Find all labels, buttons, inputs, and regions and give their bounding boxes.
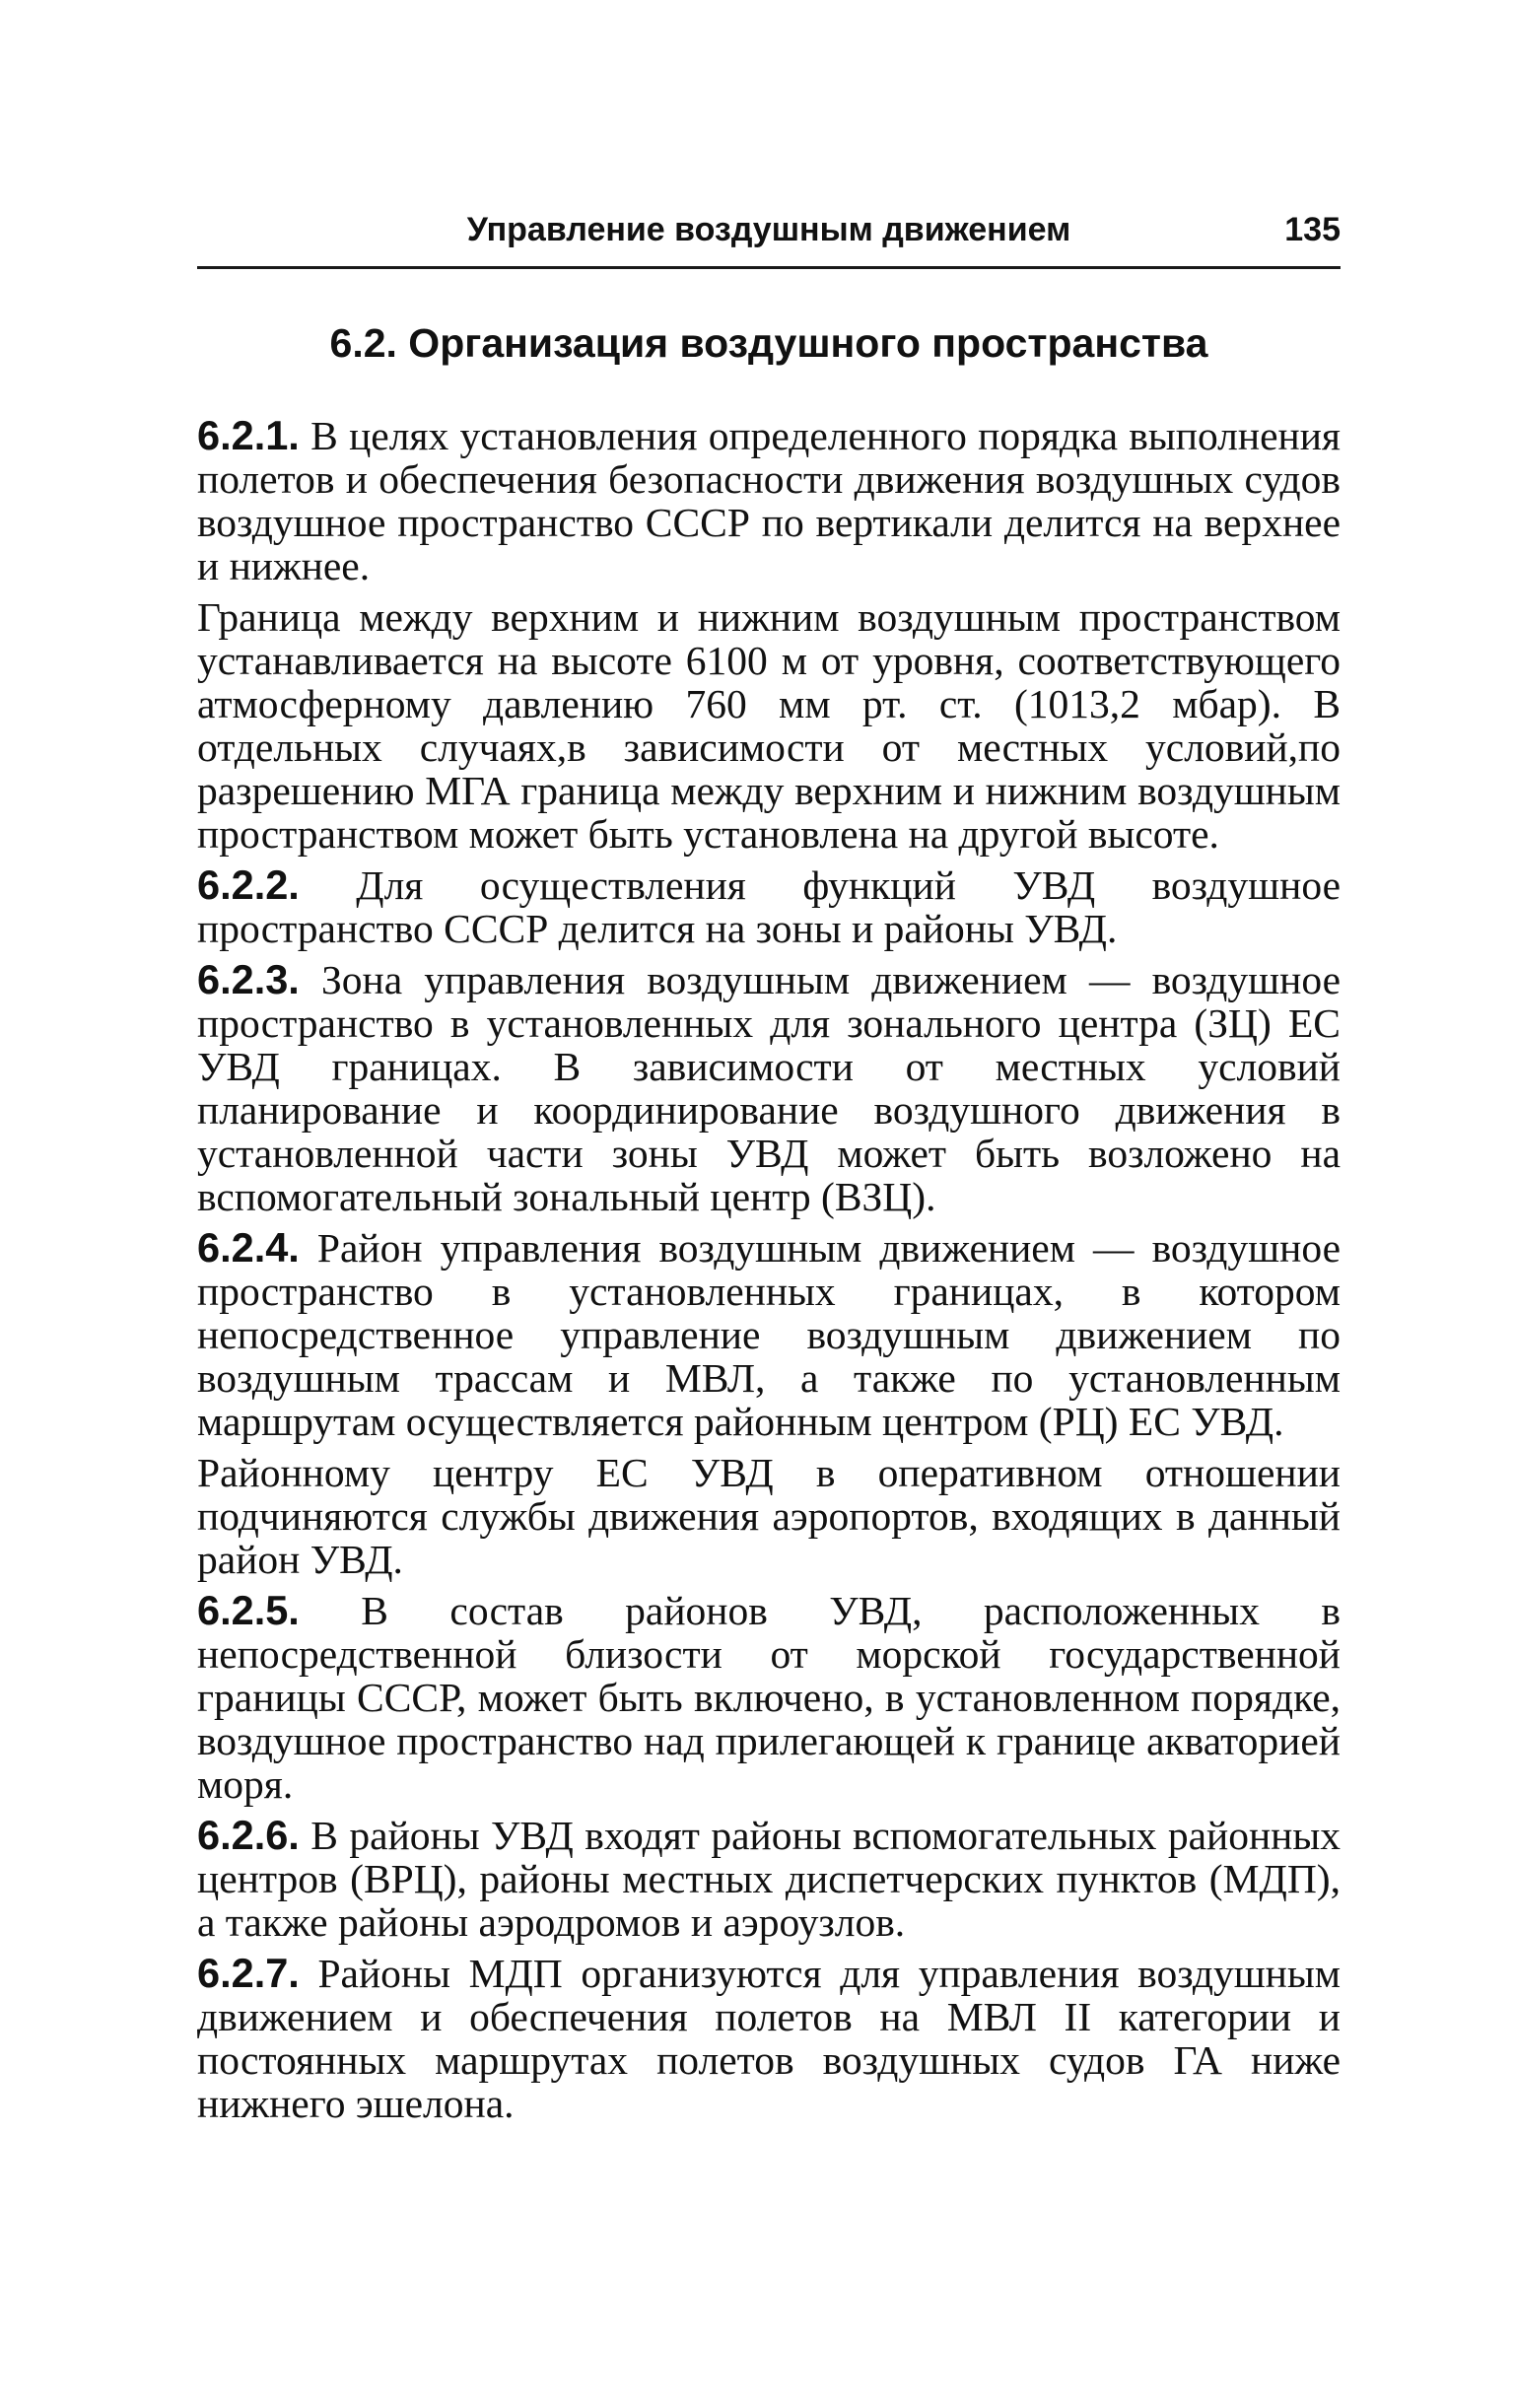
paragraph-6-2-2 bbox=[197, 863, 1341, 950]
paragraph-6-2-7 bbox=[197, 1952, 1341, 2125]
paragraph-6-2-1 bbox=[197, 414, 1341, 587]
paragraph-number: 6.2.6. bbox=[197, 1812, 300, 1858]
running-title: Управление воздушным движением bbox=[466, 211, 1071, 248]
paragraph-6-2-3 bbox=[197, 958, 1341, 1218]
paragraph-6-2-6 bbox=[197, 1814, 1341, 1944]
paragraph-boundary bbox=[197, 595, 1341, 856]
paragraph-number: 6.2.2. bbox=[197, 861, 300, 908]
paragraph-text: Районному центру ЕС УВД в оперативном отношении подчиняются службы движения аэропортов, входящих в данный район УВД. bbox=[197, 1450, 1341, 1582]
paragraph-text: Зона управления воздушным движением — воздушное пространство в установленных для зонального центра (ЗЦ) ЕС УВД границах. В зависимости от местных условий планирование и координирование воздушного движения в установленной части зоны УВД может быть возложено на вспомогательный зональный центр (ВЗЦ). bbox=[197, 957, 1341, 1219]
paragraph-text: Для осуществления функций УВД воздушное пространство СССР делится на зоны и районы УВД. bbox=[197, 862, 1341, 951]
paragraph-number: 6.2.7. bbox=[197, 1950, 300, 1996]
paragraph-number: 6.2.4. bbox=[197, 1224, 300, 1271]
paragraph-6-2-4 bbox=[197, 1226, 1341, 1443]
paragraph-text: В состав районов УВД, расположенных в непосредственной близости от морской государственной границы СССР, может быть включено, в установленном порядке, воздушное пространство над прилегающей к границе акваторией моря. bbox=[197, 1588, 1341, 1807]
paragraph-text: Граница между верхним и нижним воздушным пространством устанавливается на высоте 6100 м от уровня, соответствующего атмосферному давлению 760 мм рт. ст. (1013,2 мбар). В отдельных случаях,в зависимости от местных условий,по разрешению МГА граница между верхним и нижним воздушным пространством может быть установлена на другой высоте. bbox=[197, 594, 1341, 857]
page-number: 135 bbox=[1284, 211, 1341, 248]
paragraph-text: Районы МДП организуются для управления воздушным движением и обеспечения полетов на МВЛ II категории и постоянных маршрутах полетов воздушных судов ГА ниже нижнего эшелона. bbox=[197, 1951, 1342, 2126]
paragraph-number: 6.2.5. bbox=[197, 1587, 300, 1633]
running-header bbox=[197, 197, 1341, 269]
paragraph-text: В целях установления определенного порядка выполнения полетов и обеспечения безопасности движения воздушных судов воздушное пространство СССР по вертикали делится на верхнее и нижнее. bbox=[197, 413, 1342, 588]
paragraph-number: 6.2.1. bbox=[197, 412, 300, 458]
paragraph-number: 6.2.3. bbox=[197, 956, 300, 1002]
section-title: 6.2. Организация воздушного пространства bbox=[329, 320, 1208, 366]
paragraph-text: В районы УВД входят районы вспомогательных районных центров (ВРЦ), районы местных диспетчерских пунктов (МДП), а также районы аэродромов и аэроузлов. bbox=[197, 1813, 1341, 1945]
paragraph-6-2-5 bbox=[197, 1589, 1341, 1806]
book-page bbox=[197, 197, 1341, 2133]
paragraph-text: Район управления воздушным движением — воздушное пространство в установленных границах, в котором непосредственное управление воздушным движением по воздушным трассам и МВЛ, а также по установленным маршрутам осуществляется районным центром (РЦ) ЕС УВД. bbox=[197, 1225, 1341, 1444]
body-text bbox=[197, 414, 1341, 2125]
paragraph-district-center bbox=[197, 1451, 1341, 1581]
